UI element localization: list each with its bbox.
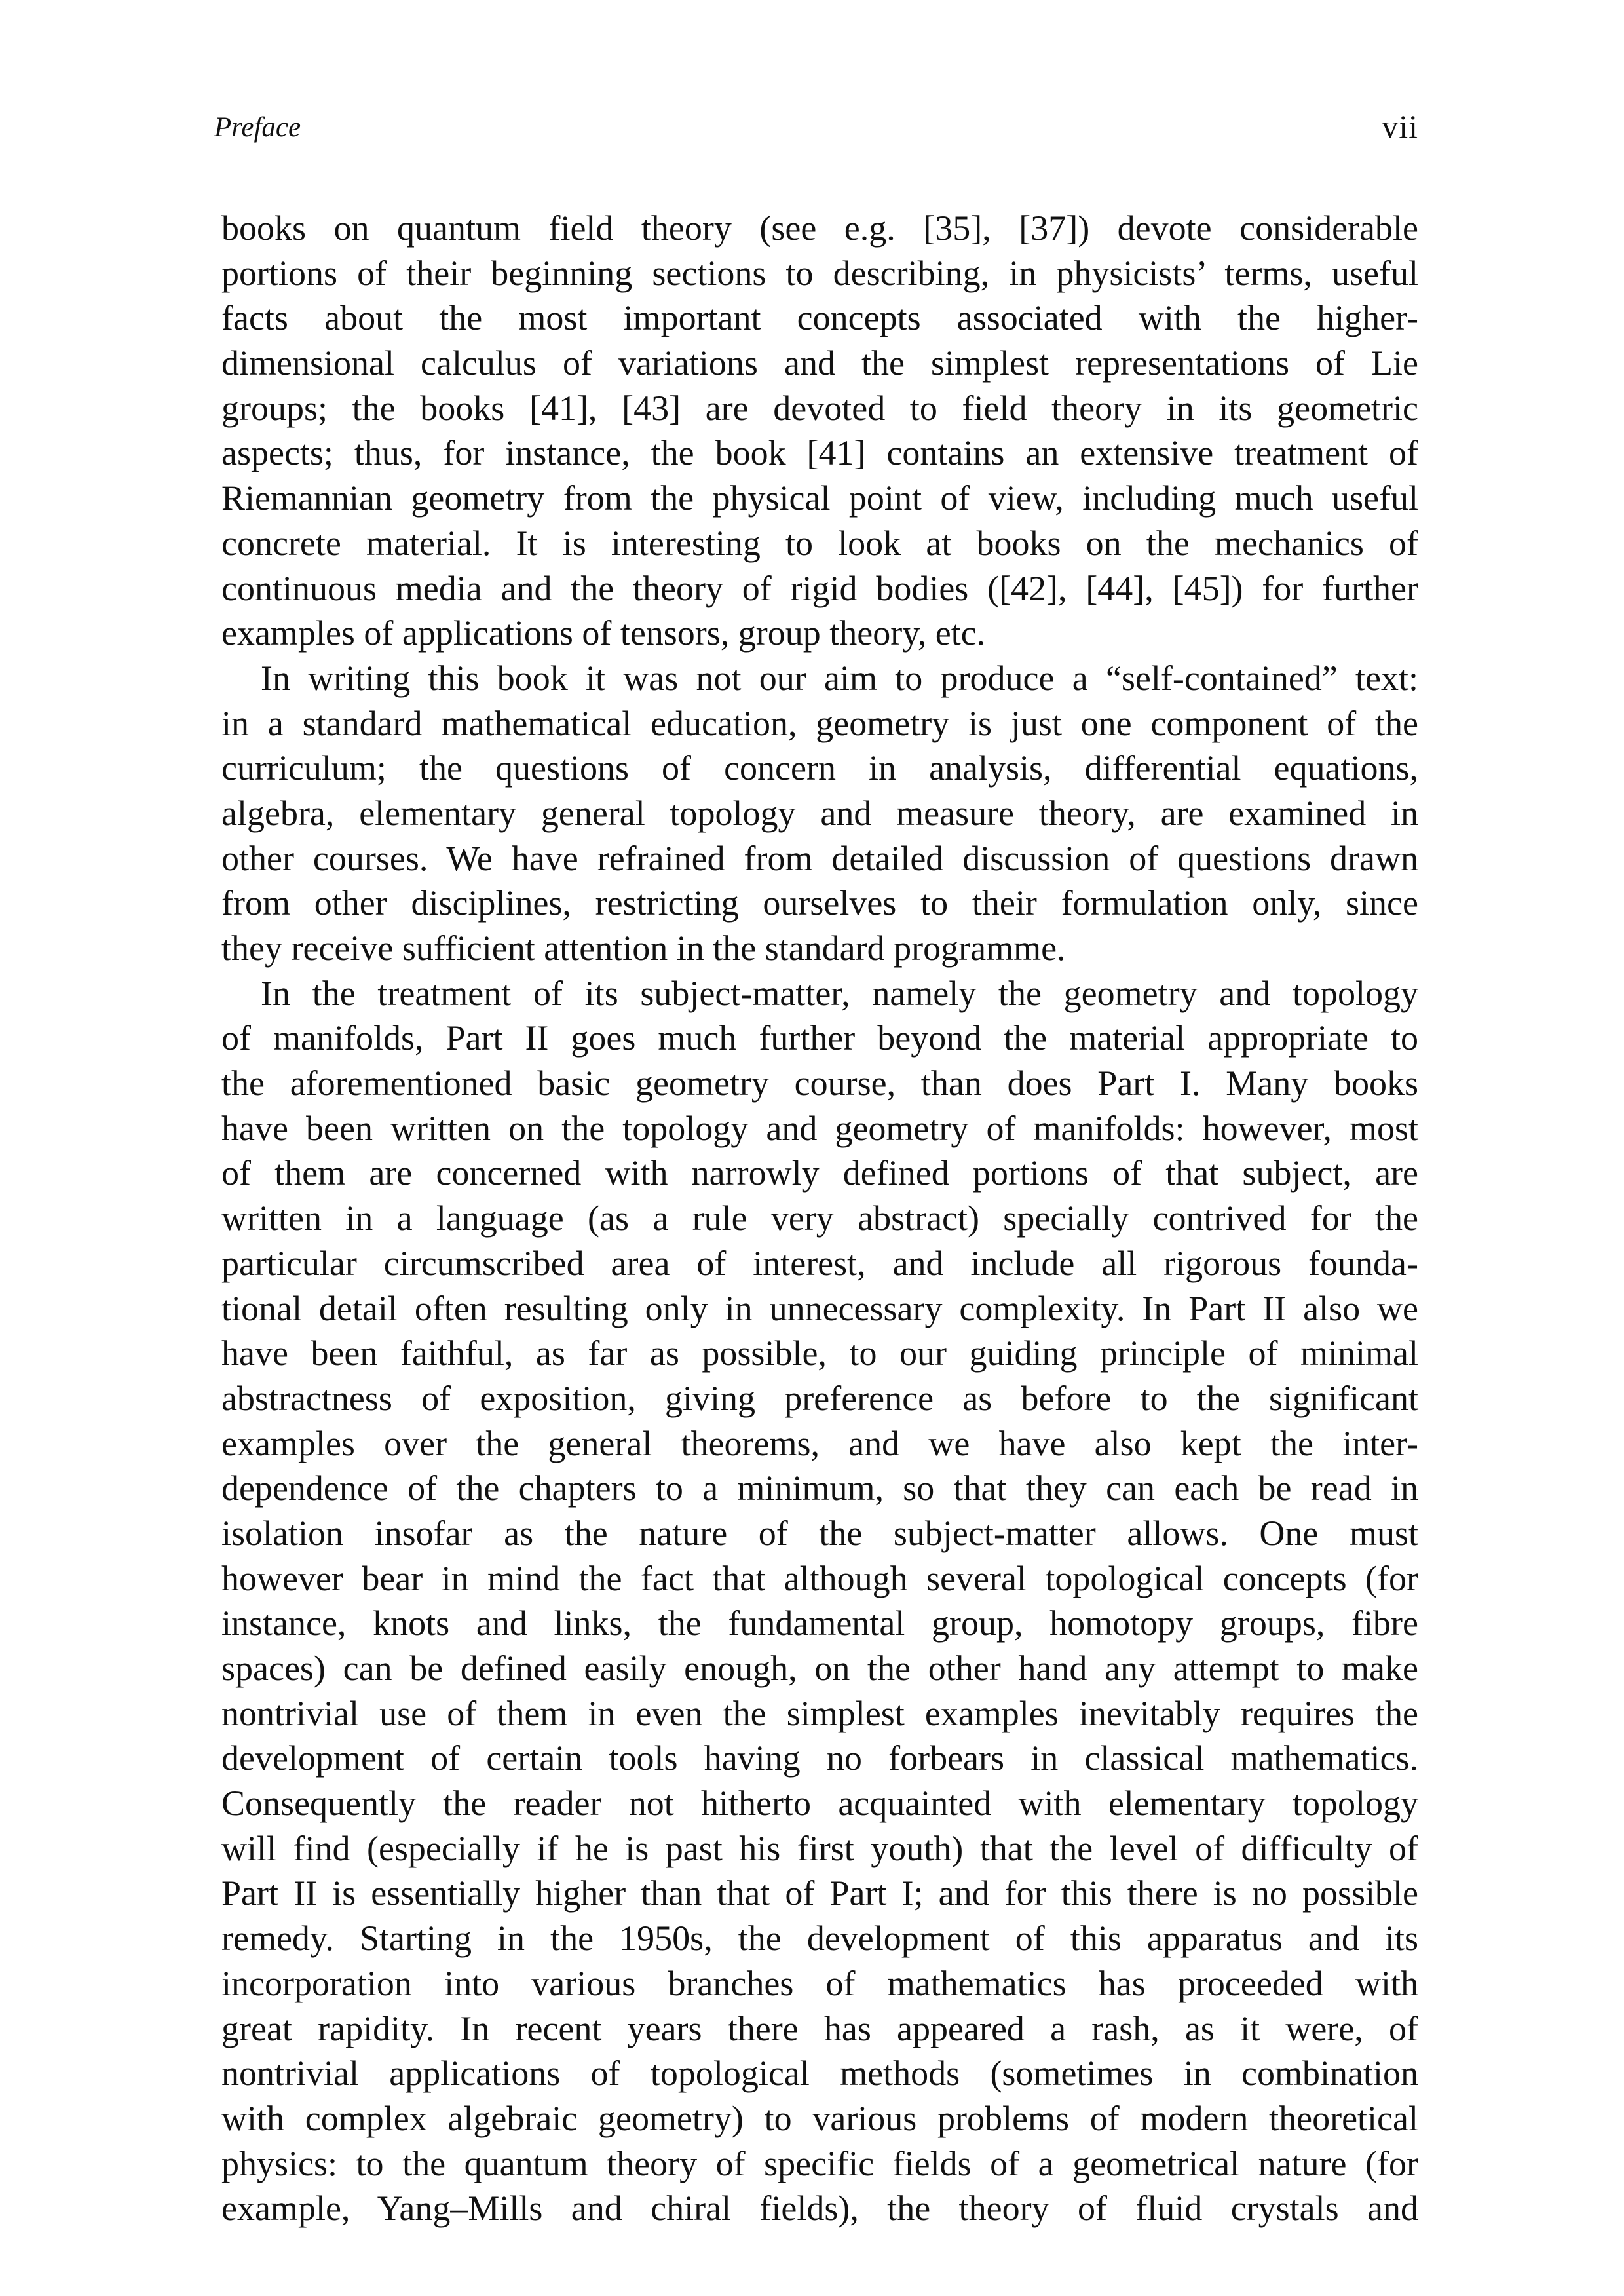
page-number: vii	[1382, 108, 1418, 145]
text-line: In writing this book it was not our aim to produce a “self-contained” text:	[261, 658, 1418, 698]
text-line: nontrivial applications of topological methods (sometimes in combination	[221, 2054, 1418, 2094]
text-line: great rapidity. In recent years there has appeared a rash, as it were, of	[221, 2008, 1418, 2048]
paragraph-3	[221, 971, 1418, 2231]
text-line: they receive sufficient attention in the standard programme.	[221, 928, 1066, 968]
text-line: have been written on the topology and geometry of manifolds: however, most	[221, 1108, 1418, 1148]
text-line: groups; the books [41], [43] are devoted to field theory in its geometric	[221, 388, 1418, 428]
text-line: In the treatment of its subject-matter, namely the geometry and topology	[261, 973, 1418, 1013]
text-line: facts about the most important concepts associated with the higher-	[221, 298, 1418, 338]
text-line: particular circumscribed area of interest, and include all rigorous founda-	[221, 1243, 1418, 1283]
text-line: algebra, elementary general topology and measure theory, are examined in	[221, 793, 1418, 833]
text-line: the aforementioned basic geometry course, than does Part I. Many books	[221, 1063, 1418, 1103]
text-line: abstractness of exposition, giving preference as before to the significant	[221, 1378, 1418, 1418]
text-line: tional detail often resulting only in unnecessary complexity. In Part II also we	[221, 1288, 1418, 1328]
text-line: books on quantum field theory (see e.g. [35], [37]) devote considerable	[221, 208, 1418, 248]
running-title: Preface	[214, 112, 301, 143]
text-line: nontrivial use of them in even the simplest examples inevitably requires the	[221, 1693, 1418, 1733]
text-line: Part II is essentially higher than that of Part I; and for this there is no possible	[221, 1873, 1418, 1913]
text-line: instance, knots and links, the fundamental group, homotopy groups, fibre	[221, 1603, 1418, 1643]
text-line: isolation insofar as the nature of the subject-matter allows. One must	[221, 1513, 1418, 1553]
text-line: will find (especially if he is past his first youth) that the level of difficulty of	[221, 1828, 1418, 1868]
text-line: of them are concerned with narrowly defined portions of that subject, are	[221, 1153, 1418, 1193]
text-line: with complex algebraic geometry) to various problems of modern theoretical	[221, 2098, 1418, 2138]
text-line: however bear in mind the fact that although several topological concepts (for	[221, 1558, 1418, 1598]
text-line: Consequently the reader not hitherto acquainted with elementary topology	[221, 1784, 1418, 1824]
text-line: examples over the general theorems, and we have also kept the inter-	[221, 1423, 1418, 1463]
text-line: remedy. Starting in the 1950s, the development of this apparatus and its	[221, 1919, 1418, 1959]
body-text	[221, 206, 1418, 2231]
text-line: physics: to the quantum theory of specific fields of a geometrical nature (for	[221, 2143, 1418, 2183]
text-line: portions of their beginning sections to describing, in physicists’ terms, useful	[221, 253, 1418, 293]
text-line: other courses. We have refrained from detailed discussion of questions drawn	[221, 838, 1418, 878]
text-line: spaces) can be defined easily enough, on the other hand any attempt to make	[221, 1649, 1418, 1688]
text-line: aspects; thus, for instance, the book [41] contains an extensive treatment of	[221, 433, 1418, 473]
text-line: written in a language (as a rule very abstract) specially contrived for the	[221, 1198, 1418, 1238]
text-line: concrete material. It is interesting to look at books on the mechanics of	[221, 523, 1418, 563]
text-line: from other disciplines, restricting ourselves to their formulation only, since	[221, 883, 1418, 923]
text-line: Riemannian geometry from the physical point of view, including much useful	[221, 478, 1418, 518]
paragraph-1	[221, 206, 1418, 656]
text-line: development of certain tools having no forbears in classical mathematics.	[221, 1738, 1418, 1778]
text-line: continuous media and the theory of rigid bodies ([42], [44], [45]) for further	[221, 568, 1418, 608]
text-line: curriculum; the questions of concern in analysis, differential equations,	[221, 748, 1418, 788]
text-line: example, Yang–Mills and chiral fields), the theory of fluid crystals and	[221, 2189, 1418, 2229]
text-line: have been faithful, as far as possible, to our guiding principle of minimal	[221, 1333, 1418, 1373]
paragraph-2	[221, 656, 1418, 971]
text-line: dependence of the chapters to a minimum, so that they can each be read in	[221, 1468, 1418, 1508]
text-line: in a standard mathematical education, geometry is just one component of the	[221, 703, 1418, 743]
text-line: of manifolds, Part II goes much further beyond the material appropriate to	[221, 1018, 1418, 1058]
running-head	[214, 105, 1418, 157]
text-line: incorporation into various branches of mathematics has proceeded with	[221, 1963, 1418, 2003]
text-line: dimensional calculus of variations and the simplest representations of Lie	[221, 343, 1418, 383]
text-line: examples of applications of tensors, group theory, etc.	[221, 613, 986, 653]
